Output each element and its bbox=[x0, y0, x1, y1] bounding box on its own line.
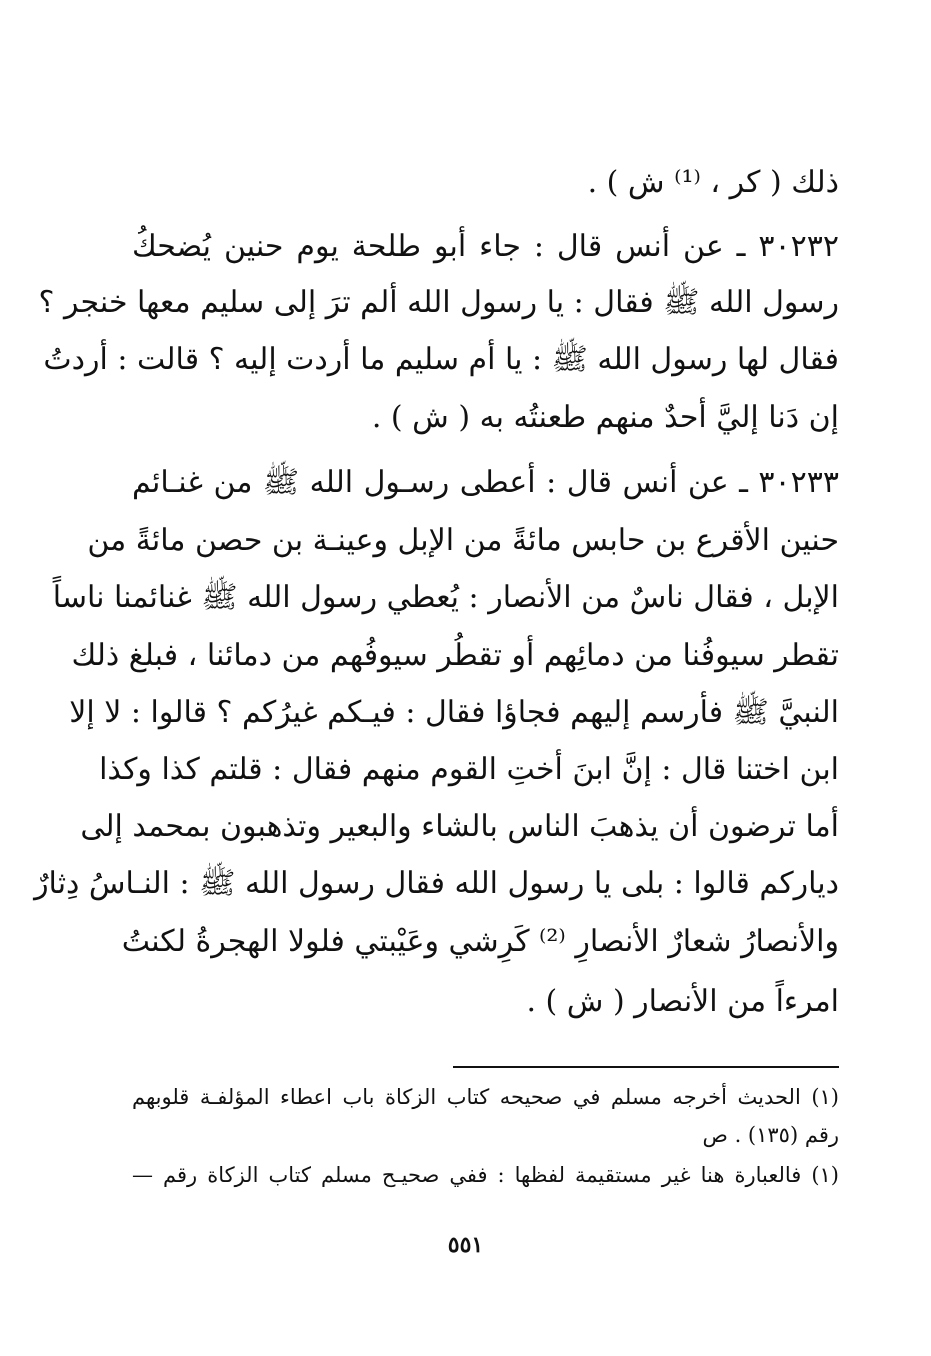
text-line: حنين الأقرع بن حابس مائةً من الإبل وعينـة بن حصن مائةً من bbox=[87, 523, 839, 558]
text-line: تقطر سيوفُنا من دمائِهم أو تقطُر سيوفُهم من دمائنا ، فبلغ ذلك bbox=[71, 638, 839, 673]
footnote-2-line: (١) فالعبارة هنا غير مستقيمة لفظها : ففي صحيـح مسلم كتاب الزكاة رقم — bbox=[132, 1163, 839, 1187]
text-line: والأنصارُ شعارٌ الأنصارِ ⁽²⁾ كَرِشي وعَيْبتي فلولا الهجرةُ لكنتُ bbox=[121, 924, 839, 959]
page-number: ٥٥١ bbox=[447, 1232, 484, 1258]
hadith-30232-line: ٣٠٢٣٢ ـ عن أنس قال : جاء أبو طلحة يوم حنين يُضحكُ bbox=[132, 229, 839, 264]
text-line: أما ترضون أن يذهبَ الناس بالشاء والبعير وتذهبون بمحمد إلى bbox=[80, 809, 839, 844]
text-line: رسول الله ﷺ فقال : يا رسول الله ألم ترَ إلى سليم معها خنجر ؟ bbox=[38, 285, 839, 320]
footnote-1-line: (١) الحديث أخرجه مسلم في صحيحه كتاب الزكاة باب اعطاء المؤلفـة قلوبهم bbox=[132, 1085, 839, 1109]
text-line: ابن اختنا قال : إنَّ ابنَ أختِ القوم منهم فقال : قلتم كذا وكذا bbox=[99, 752, 839, 787]
footnote-1-continuation: رقم (١٣٥) . ص bbox=[702, 1123, 839, 1147]
text-line: ذلك ( كر ، ⁽¹⁾ ش ) . bbox=[587, 165, 839, 200]
hadith-30233-line: ٣٠٢٣٣ ـ عن أنس قال : أعطى رسـول الله ﷺ من غنـائم bbox=[132, 465, 839, 500]
text-line: دياركم قالوا : بلى يا رسول الله فقال رسول الله ﷺ : النـاسُ دِثارٌ bbox=[34, 866, 839, 901]
text-line: النبيَّ ﷺ فأرسم إليهم فجاؤا فقال : فيـكم غيرُكم ؟ قالوا : لا إلا bbox=[69, 695, 839, 730]
text-line: إن دَنا إليَّ أحدٌ منهم طعنتُه به ( ش ) . bbox=[371, 400, 839, 435]
text-line: امرءاً من الأنصار ( ش ) . bbox=[526, 984, 839, 1019]
text-line: الإبل ، فقال ناسٌ من الأنصار : يُعطي رسول الله ﷺ غنائمنا ناساً bbox=[52, 580, 839, 615]
text-line: فقال لها رسول الله ﷺ : يا أم سليم ما أردت إليه ؟ قالت : أردتُ bbox=[43, 342, 839, 377]
footnote-separator bbox=[453, 1066, 839, 1068]
